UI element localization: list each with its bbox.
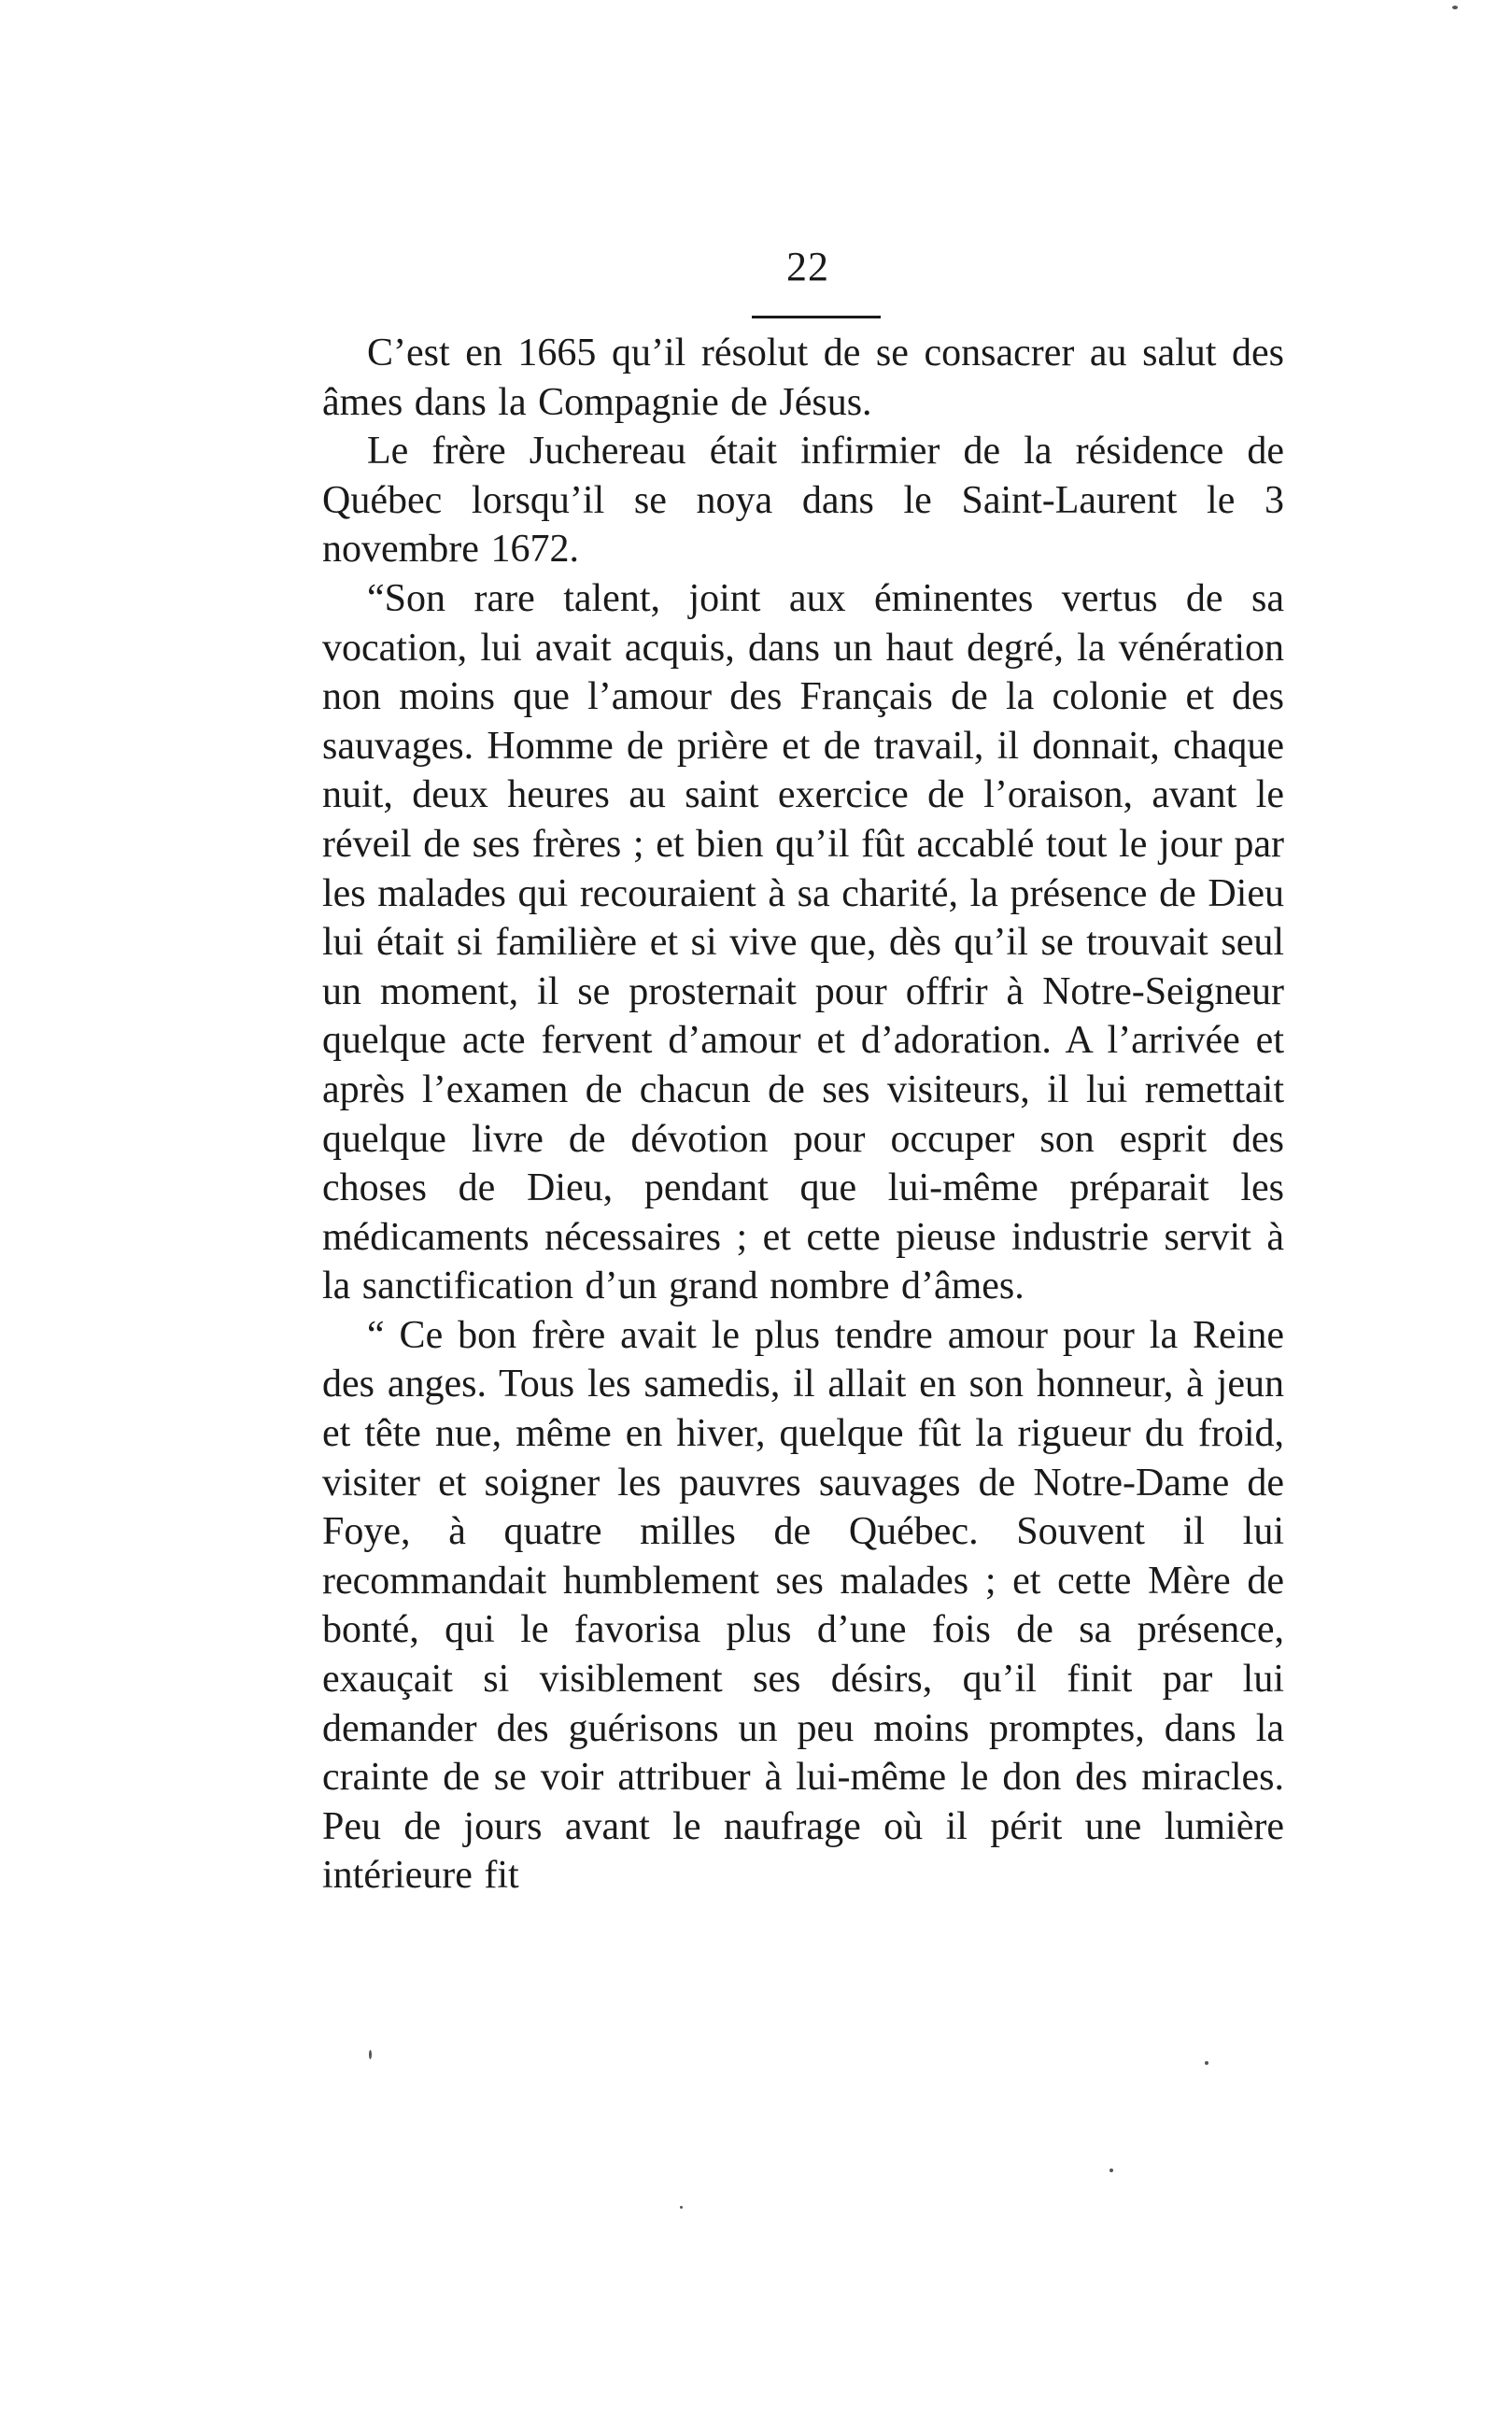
scan-speck [369, 2050, 372, 2059]
page-number: 22 [786, 244, 829, 290]
paragraph-2: Le frère Juchereau était infirmier de la résidence de Québec lorsqu’il se noya dans le Saint-Laurent le 3 novembre 1672. [322, 430, 1284, 572]
scan-speck [1205, 2061, 1208, 2065]
header-rule [752, 316, 881, 318]
scan-speck [1452, 6, 1458, 9]
paragraph-1: C’est en 1665 qu’il résolut de se consacrer au salut des âmes dans la Compagnie de Jésus. [322, 332, 1284, 424]
paragraph-3: “Son rare talent, joint aux éminentes vertus de sa vocation, lui avait acquis, dans un haut degré, la vénération non moins que l’amour des Français de la colonie et des sauvages. Homme de prière et de travail, il donnait, chaque nuit, deux heures au saint exercice de l’oraison, avant le réveil de ses frères ; et bien qu’il fût accablé tout le jour par les malades qui recouraient à sa charité, la présence de Dieu lui était si familière et si vive que, dès qu’il se trouvait seul un moment, il se prosternait pour offrir à Notre-Seigneur quelque acte fervent d’amour et d’adoration. A l’arrivée et après l’examen de chacun de ses visiteurs, il lui remettait quelque livre de dévotion pour occuper son esprit des choses de Dieu, pendant que lui-même préparait les médicaments nécessaires ; et cette pieuse industrie servit à la sanctification d’un grand nombre d’âmes. [322, 576, 1284, 1308]
scan-speck [680, 2206, 683, 2209]
paragraph-4: “ Ce bon frère avait le plus tendre amour pour la Reine des anges. Tous les samedis, il allait en son honneur, à jeun et tête nue, même en hiver, quelque fût la rigueur du froid, visiter et soigner les pauvres sauvages de Notre-Dame de Foye, à quatre milles de Québec. Souvent il lui recommandait humblement ses malades ; et cette Mère de bonté, qui le favorisa plus d’une fois de sa présence, exauçait si visiblement ses désirs, qu’il finit par lui demander des guérisons un peu moins promptes, dans la crainte de se voir attribuer à lui-même le don des miracles. Peu de jours avant le naufrage où il périt une lumière intérieure fit [322, 1313, 1284, 1898]
scan-speck [1109, 2169, 1113, 2172]
body-text [322, 329, 1284, 1900]
